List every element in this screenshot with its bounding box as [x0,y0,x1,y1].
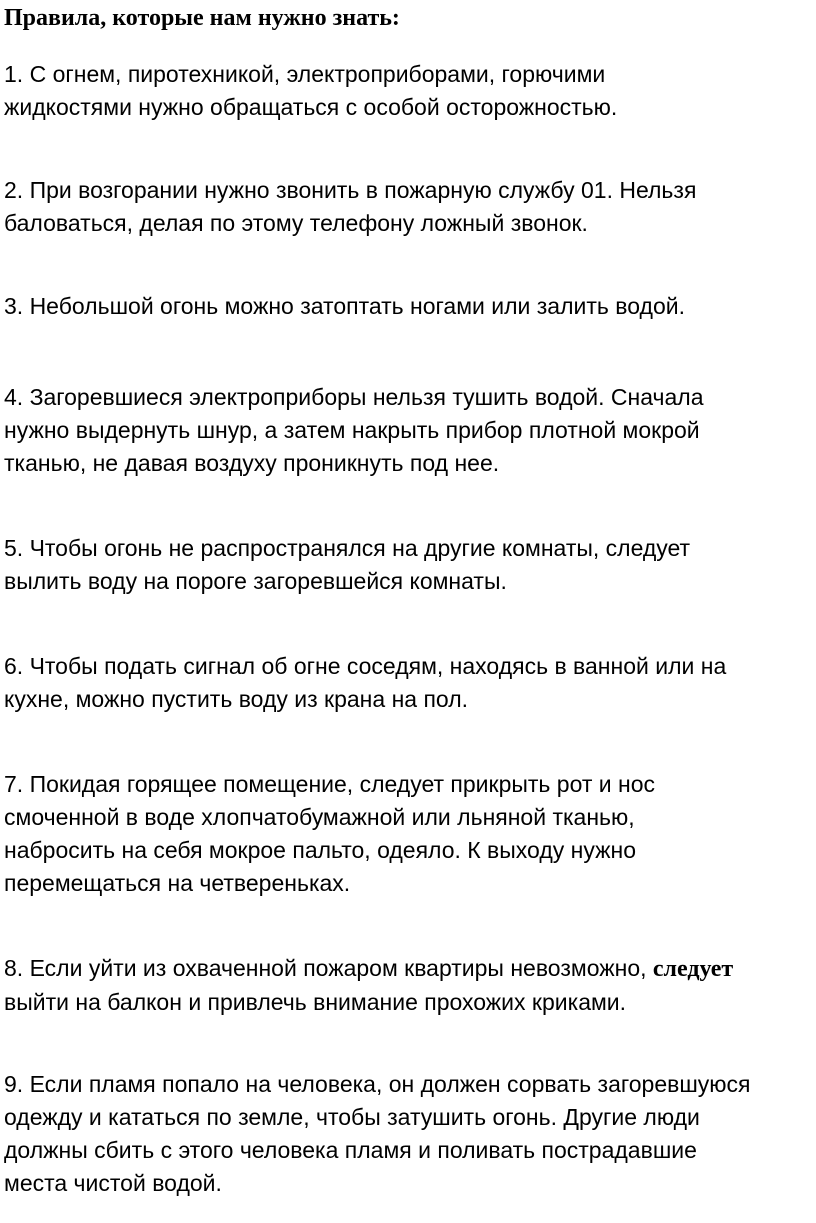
rule-line: одежду и кататься по земле, чтобы затушить огонь. Другие люди [4,1104,700,1130]
rule-line: 1. С огнем, пиротехникой, электроприборами, горючими [4,61,606,87]
rule-line: 8. Если уйти из охваченной пожаром квартиры невозможно, [4,955,653,981]
rule-8 [4,952,816,1019]
rule-line: жидкостями нужно обращаться с особой осторожностью. [4,94,618,120]
rule-line: места чистой водой. [4,1170,222,1196]
rule-emphasis: следует [652,956,734,982]
rule-line: смоченной в воде хлопчатобумажной или льняной тканью, [4,804,635,830]
rule-line: баловаться, делая по этому телефону ложный звонок. [4,210,588,236]
rule-line: нужно выдернуть шнур, а затем накрыть прибор плотной мокрой [4,417,700,443]
document [4,0,814,1196]
rule-line: выйти на балкон и привлечь внимание прохожих криками. [4,989,627,1015]
rule-5 [4,532,816,598]
rule-7 [4,768,816,900]
rule-4 [4,381,816,480]
rule-line: кухне, можно пустить воду из крана на пол. [4,686,468,712]
rule-line: 4. Загоревшиеся электроприборы нельзя тушить водой. Сначала [4,384,704,410]
rule-1 [4,58,816,124]
rule-line: перемещаться на четвереньках. [4,870,351,896]
rule-6 [4,650,816,716]
rule-line: 3. Небольшой огонь можно затоптать ногами или залить водой. [4,293,685,319]
rule-line: 6. Чтобы подать сигнал об огне соседям, находясь в ванной или на [4,653,727,679]
rule-line: 7. Покидая горящее помещение, следует прикрыть рот и нос [4,771,656,797]
document-title: Правила, которые нам нужно знать: [4,5,400,31]
rule-line: 5. Чтобы огонь не распространялся на другие комнаты, следует [4,535,691,561]
rule-line: 9. Если пламя попало на человека, он должен сорвать загоревшуюся [4,1071,751,1097]
rule-2 [4,174,816,240]
rule-line: набросить на себя мокрое пальто, одеяло. К выходу нужно [4,837,636,863]
rule-line: вылить воду на пороге загоревшейся комнаты. [4,568,507,594]
rule-line: должны сбить с этого человека пламя и поливать пострадавшие [4,1137,697,1163]
rule-line: тканью, не давая воздуху проникнуть под нее. [4,450,500,476]
rule-9 [4,1068,816,1200]
rule-3 [4,290,816,323]
rule-line: 2. При возгорании нужно звонить в пожарную службу 01. Нельзя [4,177,697,203]
